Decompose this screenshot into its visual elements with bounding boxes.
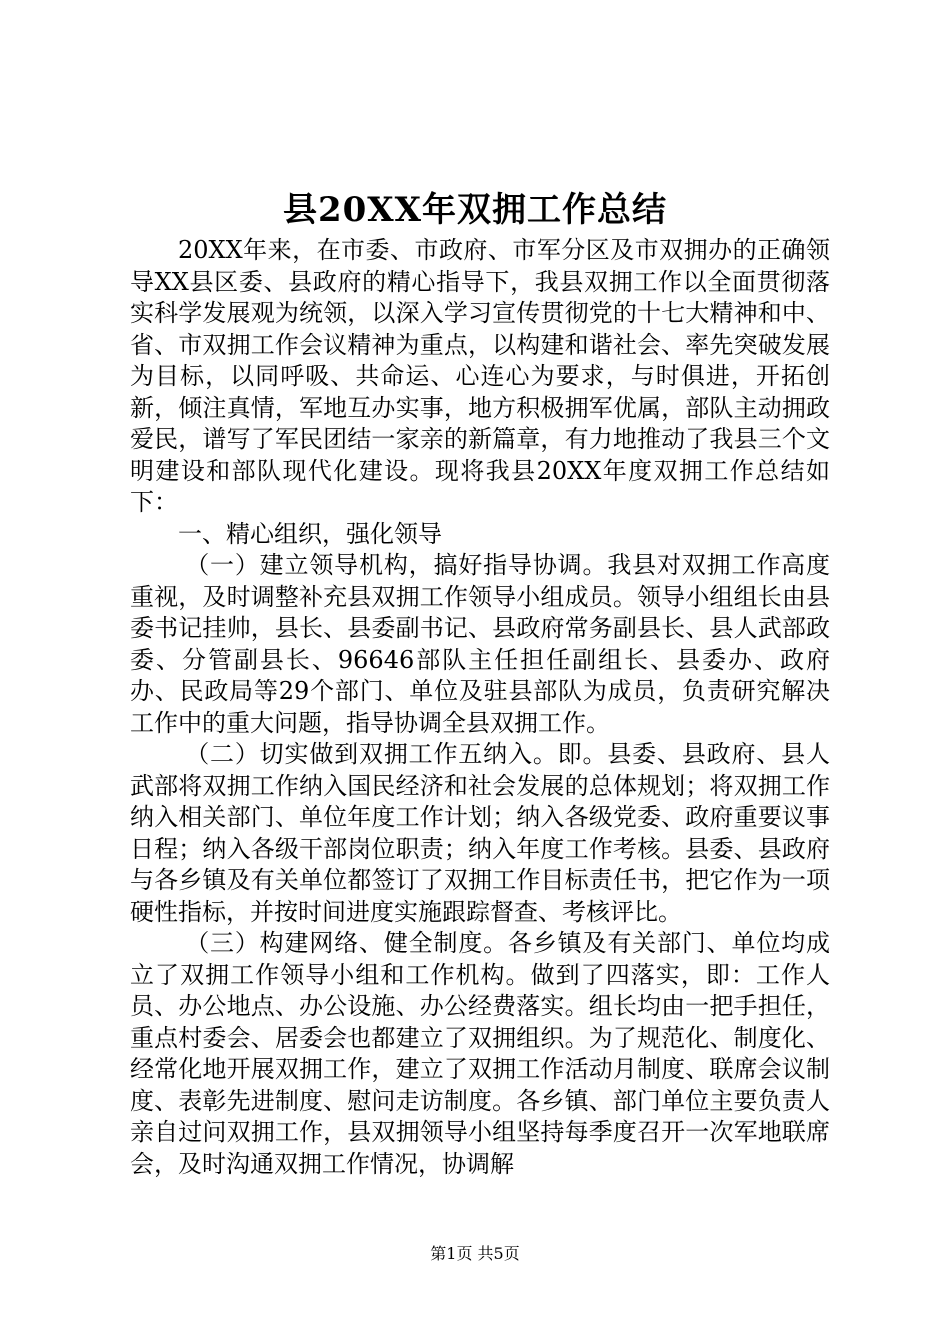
subsection-paragraph-3: （三）构建网络、健全制度。各乡镇及有关部门、单位均成立了双拥工作领导小组和工作机构。做到了四落实，即：工作人员、办公地点、办公设施、办公经费落实。组长均由一把手担任，重点村委会、居委会也都建立了双拥组织。为了规范化、制度化、经常化地开展双拥工作，建立了双拥工作活动月制度、联席会议制度、表彰先进制度、慰问走访制度。各乡镇、部门单位主要负责人亲自过问双拥工作，县双拥领导小组坚持每季度召开一次军地联席会，及时沟通双拥工作情况，协调解 bbox=[130, 929, 830, 1178]
section-heading: 一、精心组织，强化领导 bbox=[178, 519, 442, 548]
document-title: 县20XX年双拥工作总结 bbox=[282, 190, 668, 230]
subsection-paragraph-1: （一）建立领导机构，搞好指导协调。我县对双拥工作高度重视，及时调整补充县双拥工作领导小组成员。领导小组组长由县委书记挂帅，县长、县委副书记、县政府常务副县长、县人武部政委、分管副县长、96646部队主任担任副组长、县委办、政府办、民政局等29个部门、单位及驻县部队为成员，负责研究解决工作中的重大问题，指导协调全县双拥工作。 bbox=[130, 551, 830, 737]
page-footer: 第1页 共5页 bbox=[430, 1244, 520, 1263]
intro-paragraph: 20XX年来，在市委、市政府、市军分区及市双拥办的正确领导XX县区委、县政府的精心指导下，我县双拥工作以全面贯彻落实科学发展观为统领，以深入学习宣传贯彻党的十七大精神和中、省、市双拥工作会议精神为重点，以构建和谐社会、率先突破发展为目标，以同呼吸、共命运、心连心为要求，与时俱进，开拓创新，倾注真情，军地互办实事，地方积极拥军优属，部队主动拥政爱民，谱写了军民团结一家亲的新篇章，有力地推动了我县三个文明建设和部队现代化建设。现将我县20XX年度双拥工作总结如下： bbox=[130, 236, 830, 516]
document-body bbox=[130, 235, 830, 1180]
subsection-paragraph-2: （二）切实做到双拥工作五纳入。即。县委、县政府、县人武部将双拥工作纳入国民经济和社会发展的总体规划；将双拥工作纳入相关部门、单位年度工作计划；纳入各级党委、政府重要议事日程；纳入各级干部岗位职责；纳入年度工作考核。县委、县政府与各乡镇及有关单位都签订了双拥工作目标责任书，把它作为一项硬性指标，并按时间进度实施跟踪督查、考核评比。 bbox=[130, 740, 830, 926]
